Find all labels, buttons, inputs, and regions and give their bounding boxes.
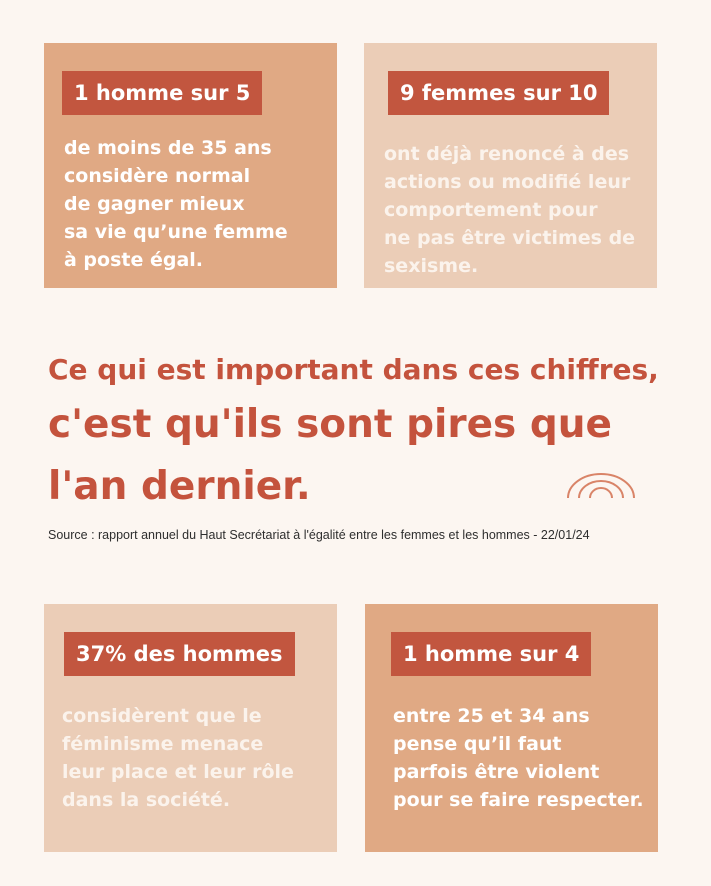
stat-badge: 37% des hommes <box>64 632 295 676</box>
stat-description: considèrent que le féminisme menace leur place et leur rôle dans la société. <box>62 705 294 811</box>
headline-line-2: c'est qu'ils sont pires que <box>48 402 612 447</box>
stat-badge: 1 homme sur 4 <box>391 632 591 676</box>
rainbow-arcs-icon <box>565 472 637 500</box>
headline-line-3: l'an dernier. <box>48 464 311 509</box>
stat-card-1 <box>44 43 337 288</box>
headline-line-1: Ce qui est important dans ces chiffres, <box>48 353 659 386</box>
source-note: Source : rapport annuel du Haut Secrétariat à l'égalité entre les femmes et les hommes - 22/01/24 <box>48 528 590 542</box>
stat-badge: 1 homme sur 5 <box>62 71 262 115</box>
stat-card-2 <box>364 43 657 288</box>
stat-badge: 9 femmes sur 10 <box>388 71 609 115</box>
stat-card-4 <box>365 604 658 852</box>
stat-description: ont déjà renoncé à des actions ou modifié leur comportement pour ne pas être victimes de sexisme. <box>384 143 636 277</box>
stat-card-3 <box>44 604 337 852</box>
stat-description: de moins de 35 ans considère normal de gagner mieux sa vie qu’une femme à poste égal. <box>64 137 288 271</box>
stat-description: entre 25 et 34 ans pense qu’il faut parfois être violent pour se faire respecter. <box>393 705 644 811</box>
